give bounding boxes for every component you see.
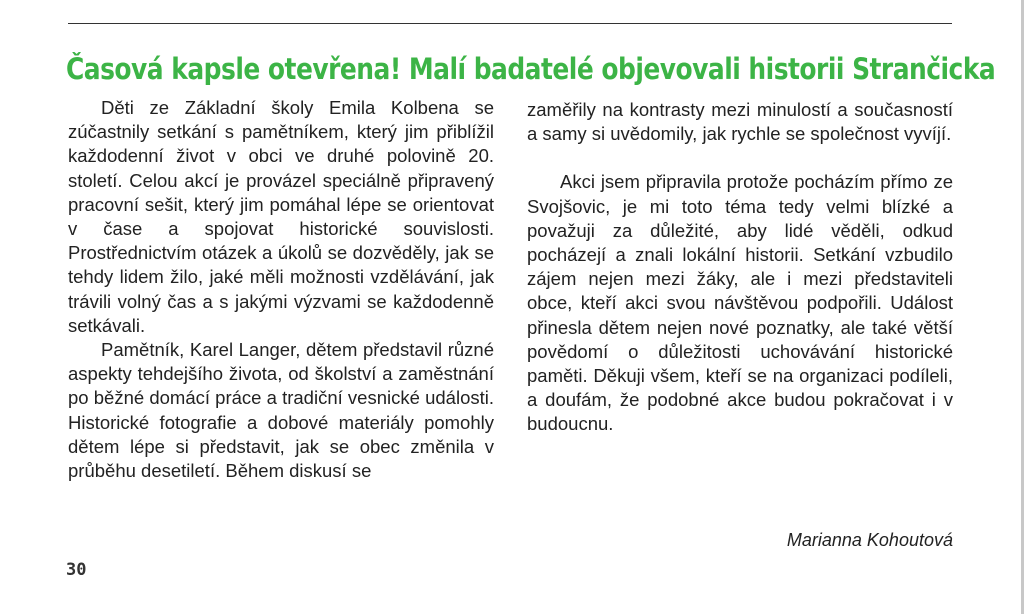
article-headline: Časová kapsle otevřena! Malí badatelé objevovali historii Strančicka — [66, 52, 996, 86]
right-column — [527, 98, 953, 437]
paragraph: Děti ze Základní školy Emila Kolbena se zúčastnily setkání s pamětníkem, který jim přiblížil každodenní život v obci ve druhé polovině 20. století. Celou akcí je provázel speciálně připravený pracovní sešit, který jim pomáhal lépe se orientovat v čase a spojovat historické souvislosti. Prostřednictvím otázek a úkolů se dozvěděly, jak se tehdy lidem žilo, jaké měli možnosti vzdělávání, jak trávili volný čas a s jakými výzvami se každodenně setkávali. — [68, 97, 494, 336]
top-divider — [68, 23, 952, 24]
author-signature: Marianna Kohoutová — [786, 530, 953, 550]
paragraph: zaměřily na kontrasty mezi minulostí a současností a samy si uvědomily, jak rychle se společnost vyvíjí. — [527, 99, 953, 145]
left-column — [68, 96, 494, 483]
paragraph: Pamětník, Karel Langer, dětem představil různé aspekty tehdejšího života, od školství a zaměstnání po běžné domácí práce a tradiční vesnické události. Historické fotografie a dobové materiály pomohly dětem lépe si představit, jak se obec změnila v průběhu desetiletí. Během diskusí se — [68, 339, 494, 482]
page-number: 30 — [66, 560, 87, 580]
paragraph: Akci jsem připravila protože pocházím přímo ze Svojšovic, je mi toto téma tedy velmi blízké a považuji za důležité, aby lidé věděli, odkud pocházejí a znali lokální historii. Setkání vzbudilo zájem nejen mezi žáky, ale i mezi představiteli obce, kteří akci svou návštěvou podpořili. Událost přinesla dětem nejen nové poznatky, ale také větší povědomí o důležitosti uchovávání historické paměti. Děkuji všem, kteří se na organizaci podíleli, a doufám, že podobné akce budou pokračovat i v budoucnu. — [527, 171, 953, 435]
